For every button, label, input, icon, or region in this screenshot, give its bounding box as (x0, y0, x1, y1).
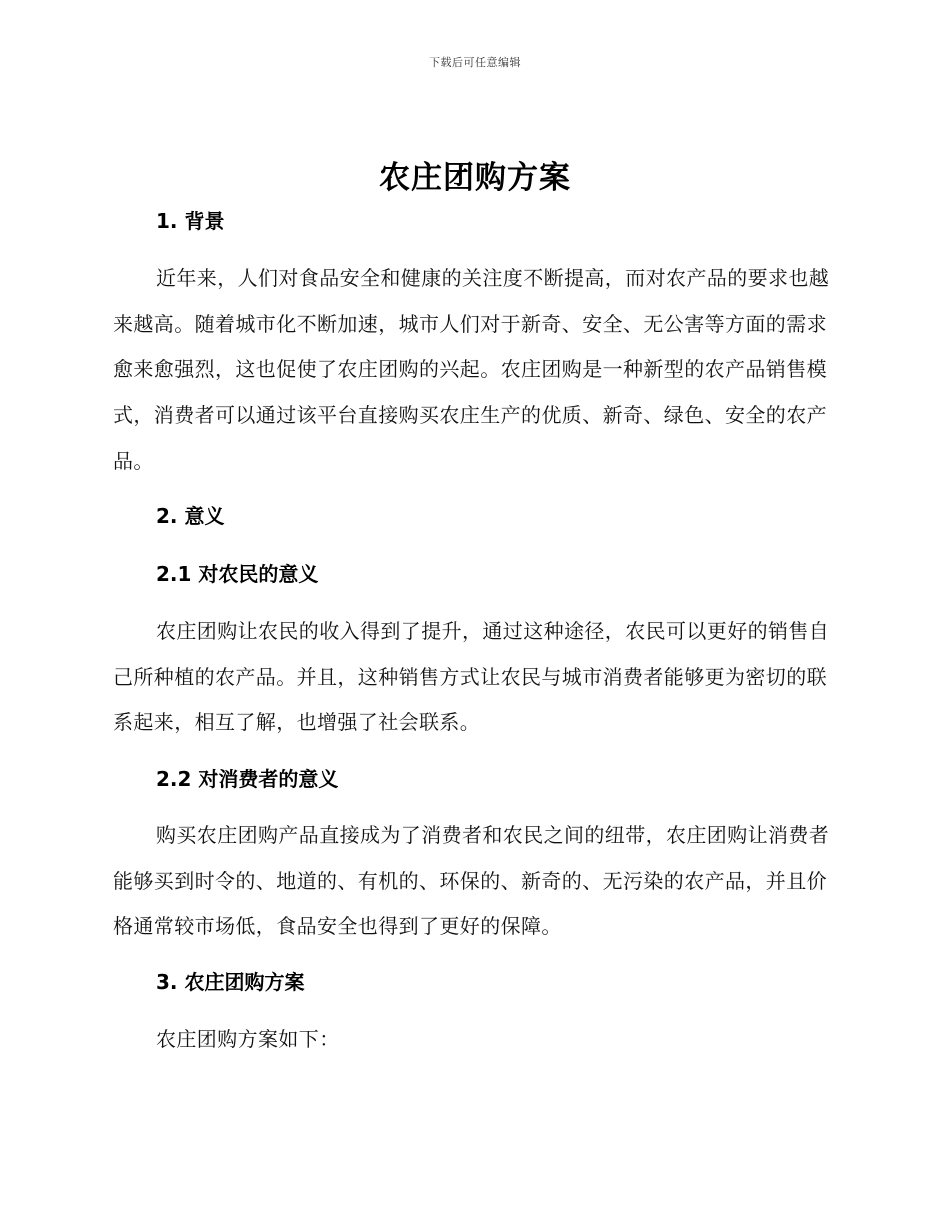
section-heading-significance: 2. 意义 (156, 504, 225, 528)
document-title: 农庄团购方案 (379, 160, 571, 196)
section-paragraph-background: 近年来，人们对食品安全和健康的关注度不断提高，而对农产品的要求也越来越高。随着城市化不断加速，城市人们对于新奇、安全、无公害等方面的需求愈来愈强烈，这也促使了农庄团购的兴起。农庄团购是一种新型的农产品销售模式，消费者可以通过该平台直接购买农庄生产的优质、新奇、绿色、安全的农产品。 (113, 266, 830, 473)
page-header-note: 下载后可任意编辑 (429, 56, 521, 69)
section-paragraph-consumers: 购买农庄团购产品直接成为了消费者和农民之间的纽带，农庄团购让消费者能够买到时令的、地道的、有机的、环保的、新奇的、无污染的农产品，并且价格通常较市场低，食品安全也得到了更好的保障。 (113, 823, 830, 939)
section-heading-consumers: 2.2 对消费者的意义 (156, 767, 339, 791)
section-paragraph-plan: 农庄团购方案如下： (156, 1027, 340, 1051)
section-heading-plan: 3. 农庄团购方案 (156, 970, 305, 994)
section-heading-farmers: 2.1 对农民的意义 (156, 562, 319, 586)
section-heading-background: 1. 背景 (156, 209, 225, 233)
section-paragraph-farmers: 农庄团购让农民的收入得到了提升，通过这种途径，农民可以更好的销售自己所种植的农产品。并且，这种销售方式让农民与城市消费者能够更为密切的联系起来，相互了解，也增强了社会联系。 (113, 619, 830, 735)
